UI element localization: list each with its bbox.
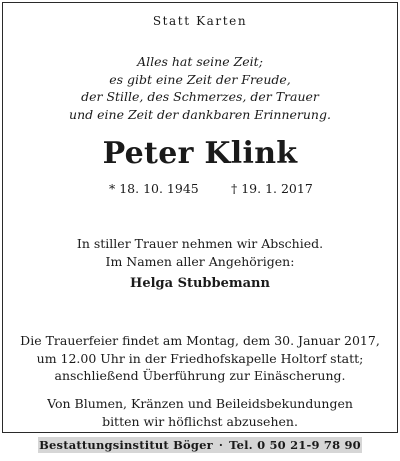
flower-request [3, 395, 397, 430]
birth-date: * 18. 10. 1945 [109, 181, 199, 196]
header-statt-karten: Statt Karten [152, 14, 248, 28]
poem-line: der Stille, des Schmerzes, der Trauer [81, 89, 319, 104]
funeral-home-name: Bestattungsinstitut Böger [39, 438, 213, 452]
mourning-text [3, 235, 397, 270]
death-notice [2, 2, 398, 457]
mourning-line: Im Namen aller Angehörigen: [105, 253, 295, 269]
funeral-home-footer [2, 432, 398, 457]
request-line: Von Blumen, Kränzen und Beileidsbekundungen [47, 396, 353, 411]
signer-name: Helga Stubbemann [130, 276, 270, 291]
death-date: † 19. 1. 2017 [231, 181, 313, 196]
ceremony-info [3, 332, 397, 385]
funeral-home-banner [38, 437, 362, 453]
footer-separator: · [218, 438, 224, 452]
ceremony-line: Die Trauerfeier findet am Montag, dem 30. Januar 2017, [20, 333, 380, 348]
poem-line: und eine Zeit der dankbaren Erinnerung. [69, 106, 331, 122]
mourning-line: In stiller Trauer nehmen wir Abschied. [76, 236, 324, 251]
poem [3, 53, 397, 123]
request-line: bitten wir höflichst abzusehen. [102, 413, 298, 429]
funeral-home-phone: Tel. 0 50 21-9 78 90 [229, 438, 361, 452]
deceased-name: Peter Klink [102, 136, 298, 171]
ceremony-line: um 12.00 Uhr in der Friedhofskapelle Holtorf statt; [36, 350, 364, 366]
poem-line: Alles hat seine Zeit; [137, 54, 263, 69]
ceremony-line: anschließend Überführung zur Einäscherung. [54, 368, 346, 383]
poem-line: es gibt eine Zeit der Freude, [109, 71, 291, 87]
